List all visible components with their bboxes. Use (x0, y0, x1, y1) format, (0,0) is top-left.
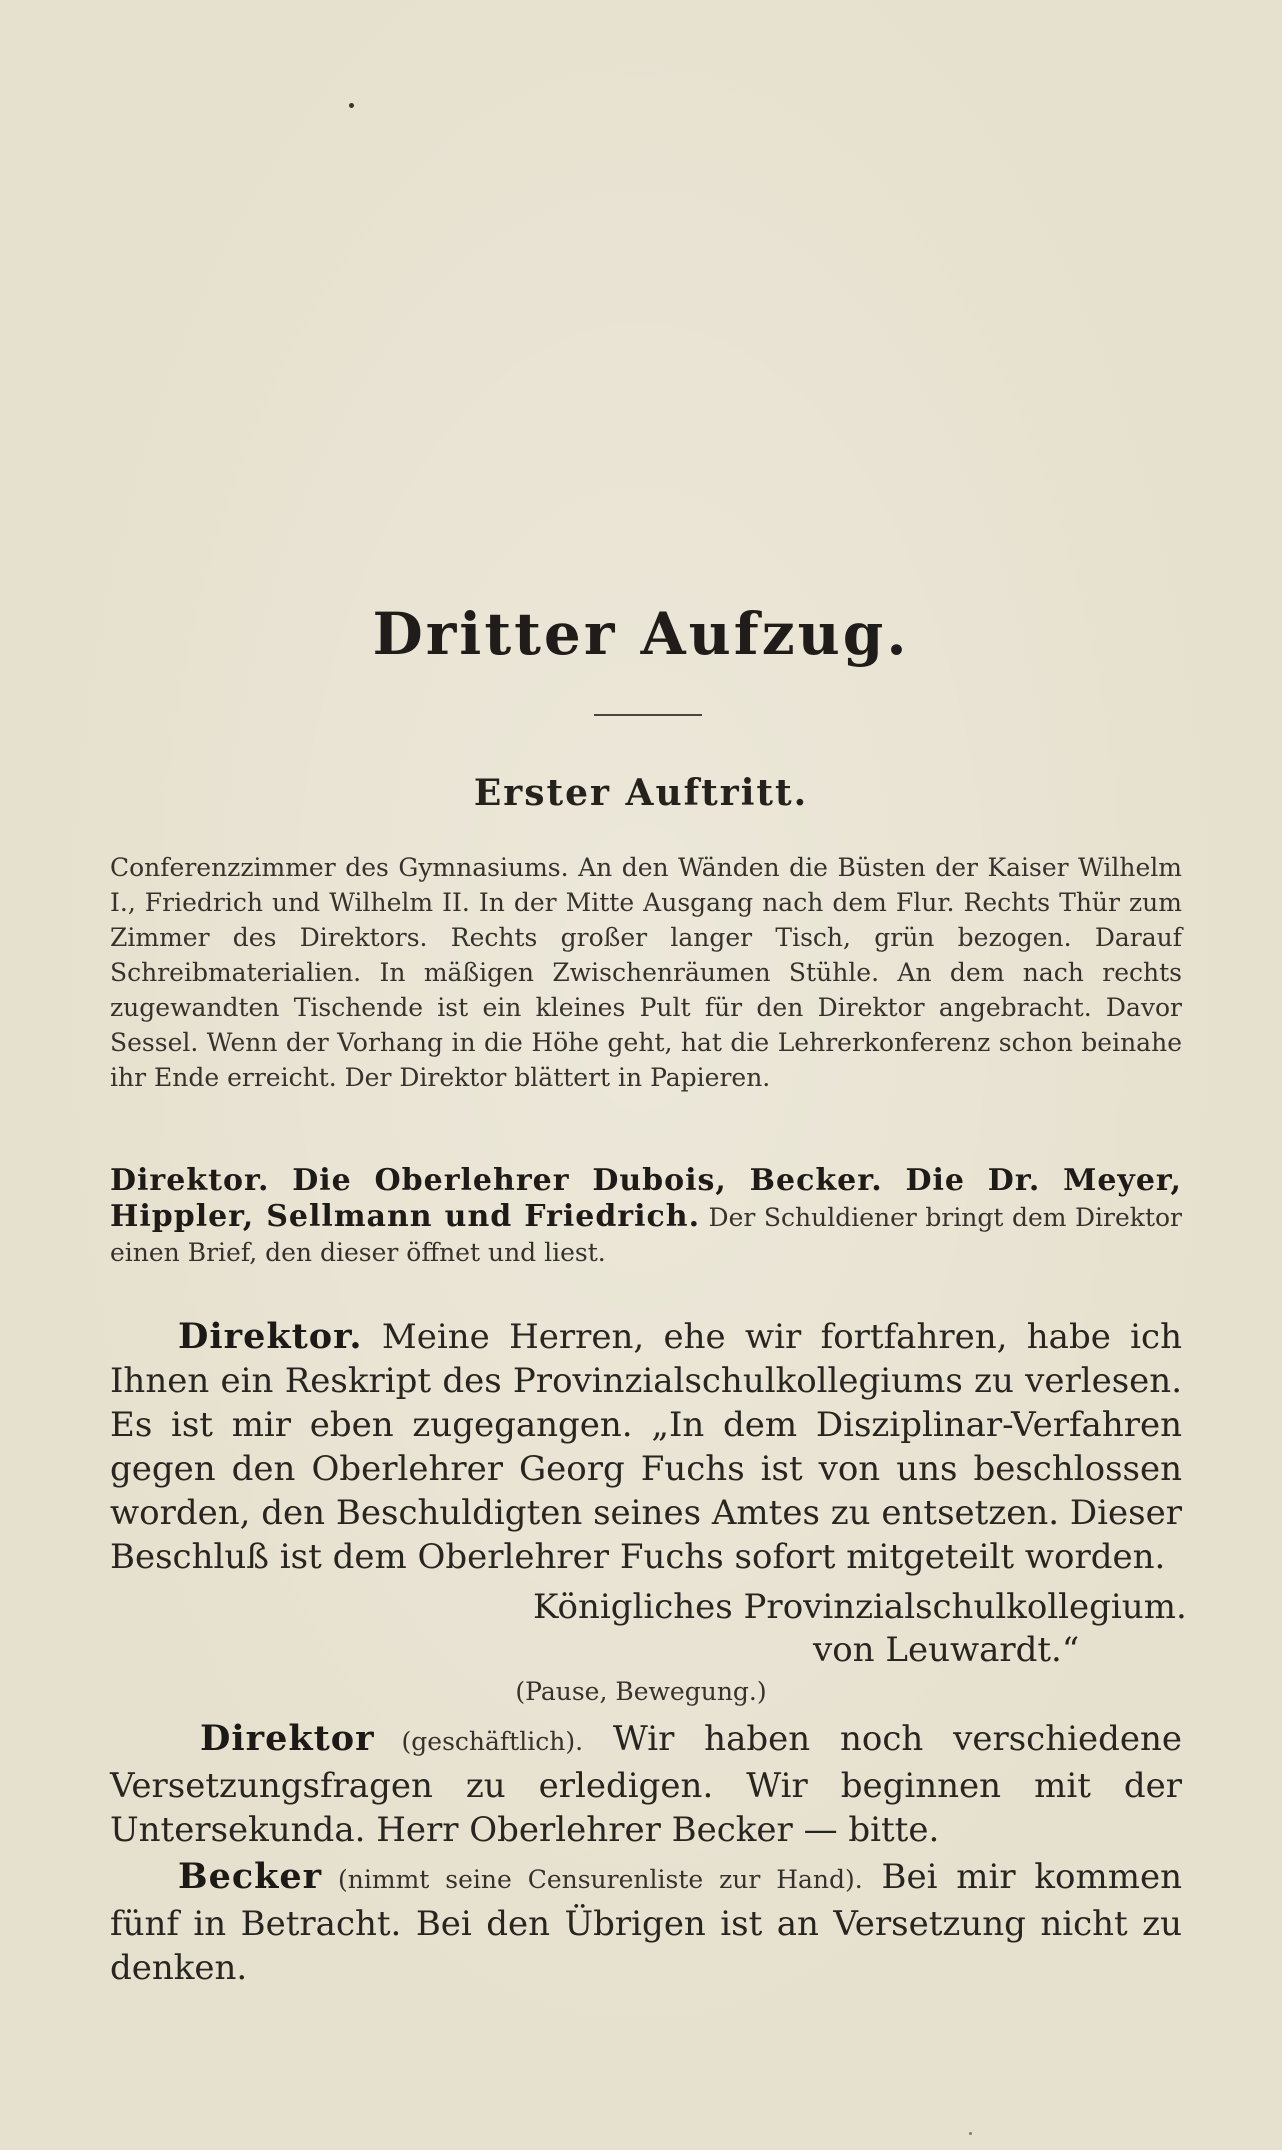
ink-speck (349, 103, 354, 108)
stage-setting: Conferenzzimmer des Gymnasiums. An den Wänden die Büsten der Kaiser Wilhelm I., Friedrich und Wilhelm II. In der Mitte Ausgang nach dem Flur. Rechts Thür zum Zimmer des Direktors. Rechts großer langer Tisch, grün bezogen. Darauf Schreibmaterialien. In mäßigen Zwischenräumen Stühle. An dem nach rechts zugewandten Tischende ist ein kleines Pult für den Direktor angebracht. Davor Sessel. Wenn der Vorhang in die Höhe geht, hat die Lehrerkonferenz schon beinahe ihr Ende erreicht. Der Direktor blättert in Papieren. (110, 853, 1182, 1092)
signature-authority: Königliches Provinzialschulkollegium. (533, 1587, 1187, 1627)
ink-speck (969, 2132, 972, 2135)
title-divider (594, 714, 702, 716)
scene-title: Erster Auftritt. (473, 772, 809, 814)
cast-action: Der Schuldiener bringt dem Direktor einen Brief, den dieser öffnet und liest. (110, 1203, 1182, 1267)
cast-names: Direktor. Die Oberlehrer Dubois, Becker. Die Dr. Meyer, Hippler, Sellmann und Friedrich. (110, 1163, 1182, 1234)
speech-text: Meine Herren, ehe wir fortfahren, habe ich Ihnen ein Reskript des Provinzialschulkollegiums zu verlesen. Es ist mir eben zugegangen. „In dem Disziplinar-Verfahren gegen den Oberlehrer Georg Fuchs ist von uns beschlossen worden, den Beschuldigten seines Amtes zu entsetzen. Dieser Beschluß ist dem Oberlehrer Fuchs sofort mitgeteilt worden. (110, 1317, 1182, 1577)
speaker-name: Direktor (200, 1718, 375, 1759)
stage-direction-pause: (Pause, Bewegung.) (515, 1677, 767, 1706)
speaker-name: Direktor. (178, 1316, 363, 1357)
stage-direction: (nimmt seine Censurenliste zur Hand). (322, 1865, 863, 1894)
stage-direction: (geschäftlich). (374, 1727, 584, 1756)
speaker-name: Becker (178, 1856, 323, 1897)
act-title: Dritter Aufzug. (372, 600, 910, 668)
cast-list (110, 1163, 1182, 1270)
speech-becker (110, 1855, 1182, 1990)
signature-name: von Leuwardt.“ (813, 1630, 1080, 1670)
speech-text: Bei mir kommen fünf in Betracht. Bei den Übrigen ist an Versetzung nicht zu denken. (110, 1857, 1183, 1988)
speech-director-1 (110, 1315, 1182, 1579)
speech-text: Wir haben noch verschiedene Versetzungsfragen zu erledigen. Wir beginnen mit der Untersekunda. Herr Oberlehrer Becker — bitte. (110, 1719, 1182, 1850)
speech-director-2 (110, 1717, 1182, 1852)
